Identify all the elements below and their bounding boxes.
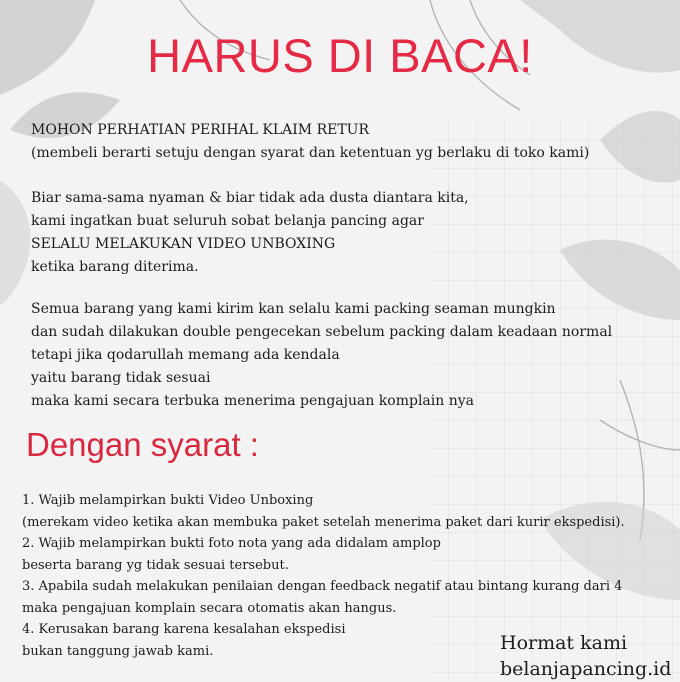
list-item: (merekam video ketika akan membuka paket setelah menerima paket dari kurir ekspedisi). [22,514,625,530]
paragraph-line: dan sudah dilakukan double pengecekan sebelum packing dalam keadaan normal [31,324,613,340]
paragraph-line: kami ingatkan buat seluruh sobat belanja pancing agar [31,213,424,229]
list-item: bukan tanggung jawab kami. [22,643,214,659]
list-item: 4. Kerusakan barang karena kesalahan ekspedisi [22,622,346,637]
intro-line: (membeli berarti setuju dengan syarat dan ketentuan yg berlaku di toko kami) [31,145,590,161]
paragraph-line: ketika barang diterima. [31,259,199,275]
paragraph-packing [31,298,612,413]
paragraph-line: tetapi jika qodarullah memang ada kendala [31,347,340,363]
signoff-store-name: belanjapancing.id [500,658,672,680]
signoff-greeting: Hormat kami [500,632,628,654]
list-item: beserta barang yg tidak sesuai tersebut. [22,557,289,573]
paragraph-line: Semua barang yang kami kirim kan selalu kami packing seaman mungkin [31,301,556,317]
list-item: 3. Apabila sudah melakukan penilaian dengan feedback negatif atau bintang kurang dari 4 [22,579,623,594]
list-item: 1. Wajib melampirkan bukti Video Unboxing [22,493,314,508]
list-item: 2. Wajib melampirkan bukti foto nota yang ada didalam amplop [22,536,441,551]
paragraph-line: yaitu barang tidak sesuai [31,370,211,386]
syarat-heading: Dengan syarat : [26,426,259,463]
paragraph-line: maka kami secara terbuka menerima pengajuan komplain nya [31,393,474,409]
paragraph-line: SELALU MELAKUKAN VIDEO UNBOXING [31,236,336,252]
paragraph-line: Biar sama-sama nyaman & biar tidak ada dusta diantara kita, [31,190,469,206]
page-title: HARUS DI BACA! [147,29,533,82]
list-item: maka pengajuan komplain secara otomatis akan hangus. [22,600,397,616]
intro-block [31,119,589,165]
paragraph-video-unboxing [31,187,469,279]
intro-line: MOHON PERHATIAN PERIHAL KLAIM RETUR [31,122,370,138]
signoff [500,630,671,682]
